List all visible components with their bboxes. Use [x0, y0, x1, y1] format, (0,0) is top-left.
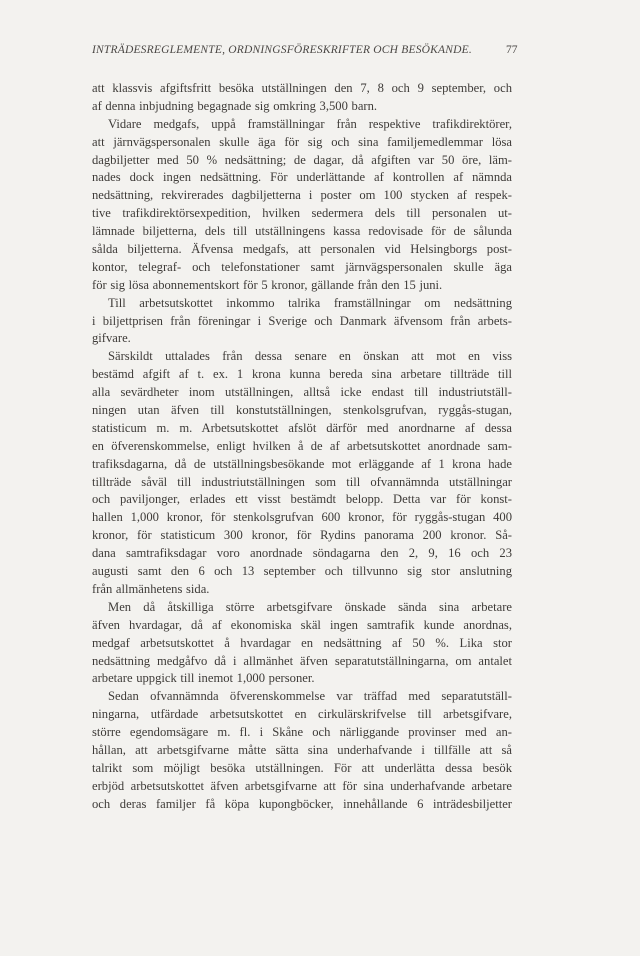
text-line: talrikt som möjligt besöka utställningen. För att underlätta dessa besök — [92, 760, 512, 775]
text-line: för sig lösa abonnementskort för 5 kronor, gällande från den 15 juni. — [92, 277, 443, 292]
text-line: statisticum m. m. Arbetsutskottet afslöt därför med anordnarne af dessa — [92, 420, 512, 435]
text-line: Särskildt uttalades från dessa senare en önskan att mot en viss — [108, 349, 512, 364]
text-line: större egendomsägare m. fl. i Skåne och närliggande provinser med an- — [92, 725, 512, 740]
text-line: från allmänhetens sida. — [92, 581, 210, 596]
page-number: 77 — [506, 44, 518, 56]
running-head: INTRÄDESREGLEMENTE, ORDNINGSFÖRESKRIFTER OCH BESÖKANDE. — [92, 44, 472, 56]
text-line: af denna inbjudning begagnade sig omkring 3,500 barn. — [92, 98, 378, 113]
text-line: ningen utan äfven till konstutställningen, stenkolsgrufvan, ryggås-stugan, — [92, 403, 512, 418]
text-line: kontor, telegraf- och telefonstationer samt järnvägspersonalen skulle äga — [92, 259, 512, 274]
text-line: äfven hvardagar, då af ekonomiska skäl ingen samtrafik kunde anordnas, — [92, 617, 512, 632]
text-line: och deras familjer få köpa kupongböcker, innehållande 6 inträdesbiljetter — [92, 796, 512, 811]
text-line: erbjöd arbetsutskottet äfven arbetsgifvarne att för sina underhafvande arbetare — [92, 778, 512, 793]
text-line: lämnade biljetterna, dels till utställningens kassa redovisade för de sålunda — [92, 224, 512, 239]
text-line: sålda biljetterna. Äfvensa medgafs, att personalen vid Helsingborgs post- — [92, 242, 512, 257]
text-line: dagbiljetter med 50 % nedsättning; de dagar, då afgiften var 50 öre, läm- — [92, 152, 512, 167]
text-line: tillträde såväl till industriutställningen som till ofvannämnda utställningar — [92, 474, 512, 489]
body-text — [92, 80, 512, 814]
text-line: Men då åtskilliga större arbetsgifvare önskade sända sina arbetare — [108, 599, 512, 614]
text-line: att järnvägspersonalen skulle äga för sig och sina familjemedlemmar lösa — [92, 134, 512, 149]
text-line: arbetare uppgick till inemot 1,000 personer. — [92, 671, 315, 686]
text-line: en öfverenskommelse, enligt hvilken å de af arbetsutskottet anordnade sam- — [92, 438, 512, 453]
text-line: att klassvis afgiftsfritt besöka utställningen den 7, 8 och 9 september, och — [92, 81, 512, 95]
text-line: gifvare. — [92, 331, 131, 346]
text-line: augusti samt den 6 och 13 september och tillvunno sig stor anslutning — [92, 564, 512, 579]
text-line: bestämd afgift af t. ex. 1 krona kunna bereda sina arbetare tillträde till — [92, 367, 512, 382]
text-line: ningarna, utfärdade arbetsutskottet en cirkulärskrifvelse till arbetsgifvare, — [92, 707, 512, 722]
text-line: medgaf arbetsutskottet å hvardagar en nedsättning af 50 %. Lika stor — [92, 635, 512, 650]
text-line: dana samtrafiksdagar voro anordnade söndagarna den 2, 9, 16 och 23 — [92, 546, 512, 561]
text-line: trafiksdagarna, då de utställningsbesökande mot erläggande af 1 krona hade — [92, 456, 512, 471]
text-line: alla sevärdheter inom utställningen, alltså icke endast till industriutställ- — [92, 385, 512, 400]
text-line: och paviljonger, erlades ett visst bestämdt belopp. Detta var för konst- — [92, 492, 512, 507]
text-line: nedsättning, rekvirerades dagbiljetterna i poster om 100 stycken af respek- — [92, 188, 512, 203]
text-line: kronor, för statisticum 300 kronor, för Rydins panorama 200 kronor. Så- — [92, 528, 512, 543]
text-line: nades dock ingen nedsättning. För underlättande af kontrollen af nämnda — [92, 170, 512, 185]
text-line: tive trafikdirektörsexpedition, hvilken sedermera dels till personalen ut- — [92, 206, 512, 221]
text-line: Vidare medgafs, uppå framställningar från respektive trafikdirektörer, — [108, 116, 512, 131]
text-line: Till arbetsutskottet inkommo talrika framställningar om nedsättning — [108, 295, 512, 310]
text-line: Sedan ofvannämnda öfverenskommelse var träffad med separatutställ- — [108, 689, 512, 704]
text-line: nedsättning medgåfvo då i allmänhet äfven separatutställningarna, om antalet — [92, 653, 512, 668]
text-line: hållan, att arbetsgifvarne måtte sätta sina underhafvande i tillfälle att så — [92, 742, 512, 757]
text-line: hallen 1,000 kronor, för stenkolsgrufvan 600 kronor, för ryggås-stugan 400 — [92, 510, 512, 525]
text-line: i biljettprisen från föreningar i Sverige och Danmark äfvensom från arbets- — [92, 313, 512, 328]
